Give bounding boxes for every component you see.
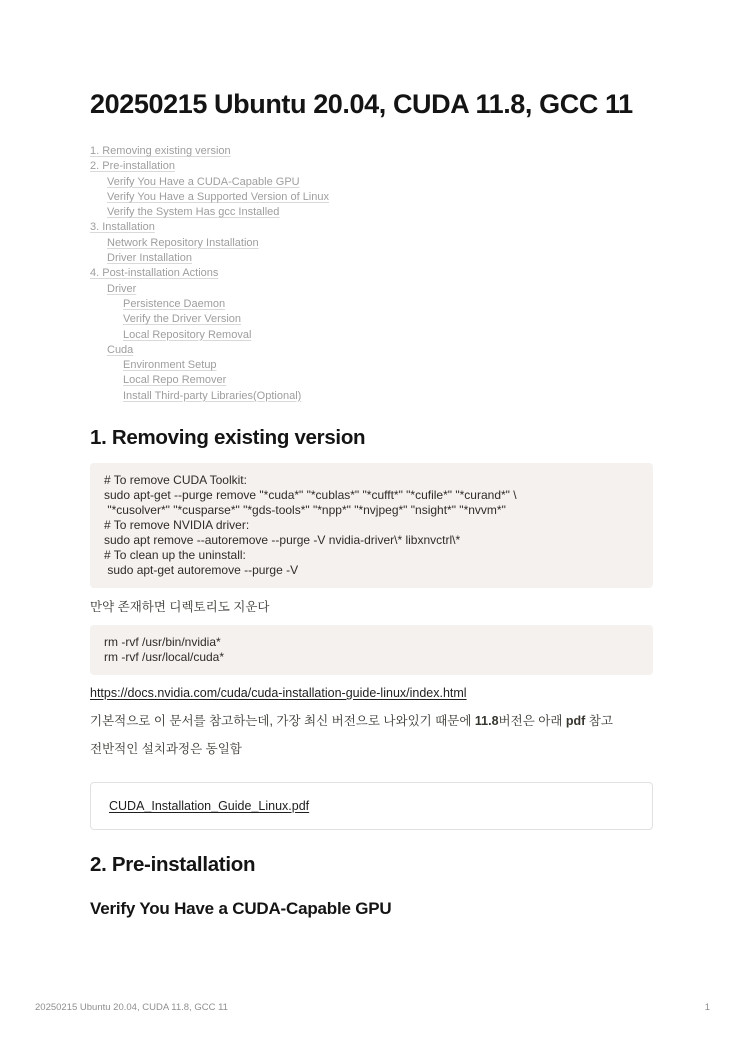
code-line: # To clean up the uninstall: <box>104 548 246 563</box>
note-delete-directory: 만약 존재하면 디렉토리도 지운다 <box>90 600 270 615</box>
toc-item-environment-setup[interactable]: Environment Setup <box>123 359 217 372</box>
reference-note-text: 버전은 아래 <box>498 714 566 729</box>
toc-item-post-installation-actions[interactable]: 4. Post-installation Actions <box>90 267 219 280</box>
pdf-attachment-link[interactable]: CUDA_Installation_Guide_Linux.pdf <box>109 799 310 814</box>
code-line: sudo apt-get autoremove --purge -V <box>104 563 299 578</box>
section-2-heading: 2. Pre-installation <box>90 853 256 877</box>
code-block-remove-cuda-nvidia <box>90 463 653 588</box>
reference-note-text: 기본적으로 이 문서를 참고하는데, 가장 최신 버전으로 나와있기 때문에 <box>90 714 475 729</box>
toc-item-local-repository-removal[interactable]: Local Repository Removal <box>123 328 252 341</box>
toc-item-driver-installation[interactable]: Driver Installation <box>107 252 192 265</box>
subsection-heading-verify-gpu: Verify You Have a CUDA-Capable GPU <box>90 899 392 919</box>
toc-item-pre-installation[interactable]: 2. Pre-installation <box>90 160 175 173</box>
toc-item-verify-cuda-capable-gpu[interactable]: Verify You Have a CUDA-Capable GPU <box>107 175 300 188</box>
toc-item-install-third-party-libraries[interactable]: Install Third-party Libraries(Optional) <box>123 389 302 402</box>
pdf-attachment-box[interactable] <box>90 782 653 830</box>
code-line: # To remove CUDA Toolkit: <box>104 473 247 488</box>
pdf-text: pdf <box>565 714 586 729</box>
code-line: rm -rvf /usr/local/cuda* <box>104 650 225 665</box>
reference-note-paragraph <box>90 712 653 730</box>
same-process-paragraph: 전반적인 설치과정은 동일함 <box>90 742 242 757</box>
reference-note-text: 참고 <box>585 714 613 729</box>
code-line: sudo apt remove --autoremove --purge -V nvidia-driver\* libxnvctrl\* <box>104 533 461 548</box>
version-number-text: 11.8 <box>474 714 499 729</box>
page-footer <box>35 1002 710 1013</box>
toc-item-verify-supported-linux[interactable]: Verify You Have a Supported Version of Linux <box>107 190 329 203</box>
toc-item-verify-gcc-installed[interactable]: Verify the System Has gcc Installed <box>107 206 280 219</box>
nvidia-docs-link[interactable]: https://docs.nvidia.com/cuda/cuda-installation-guide-linux/index.html <box>90 686 467 701</box>
toc-item-removing-existing-version[interactable]: 1. Removing existing version <box>90 145 231 157</box>
doc-link-paragraph <box>90 684 653 702</box>
toc-item-persistence-daemon[interactable]: Persistence Daemon <box>123 297 226 310</box>
code-line: sudo apt-get --purge remove "*cuda*" "*cublas*" "*cufft*" "*cufile*" "*curand*" \ <box>104 488 517 503</box>
code-block-rm-directories <box>90 625 653 675</box>
toc-item-local-repo-remover[interactable]: Local Repo Remover <box>123 374 227 387</box>
code-line: "*cusolver*" "*cusparse*" "*gds-tools*" "*npp*" "*nvjpeg*" "nsight*" "*nvvm*" <box>104 503 506 518</box>
code-line: rm -rvf /usr/bin/nvidia* <box>104 635 221 650</box>
footer-page-number: 1 <box>704 1002 710 1013</box>
toc-item-installation[interactable]: 3. Installation <box>90 221 155 234</box>
table-of-contents <box>90 144 653 404</box>
toc-item-verify-driver-version[interactable]: Verify the Driver Version <box>123 313 241 326</box>
section-1-heading: 1. Removing existing version <box>90 426 366 450</box>
footer-document-title: 20250215 Ubuntu 20.04, CUDA 11.8, GCC 11 <box>35 1002 228 1013</box>
toc-item-driver[interactable]: Driver <box>107 282 137 295</box>
toc-item-network-repository-installation[interactable]: Network Repository Installation <box>107 236 259 249</box>
page-title: 20250215 Ubuntu 20.04, CUDA 11.8, GCC 11 <box>90 89 633 119</box>
code-line: # To remove NVIDIA driver: <box>104 518 250 533</box>
toc-item-cuda[interactable]: Cuda <box>107 343 134 356</box>
